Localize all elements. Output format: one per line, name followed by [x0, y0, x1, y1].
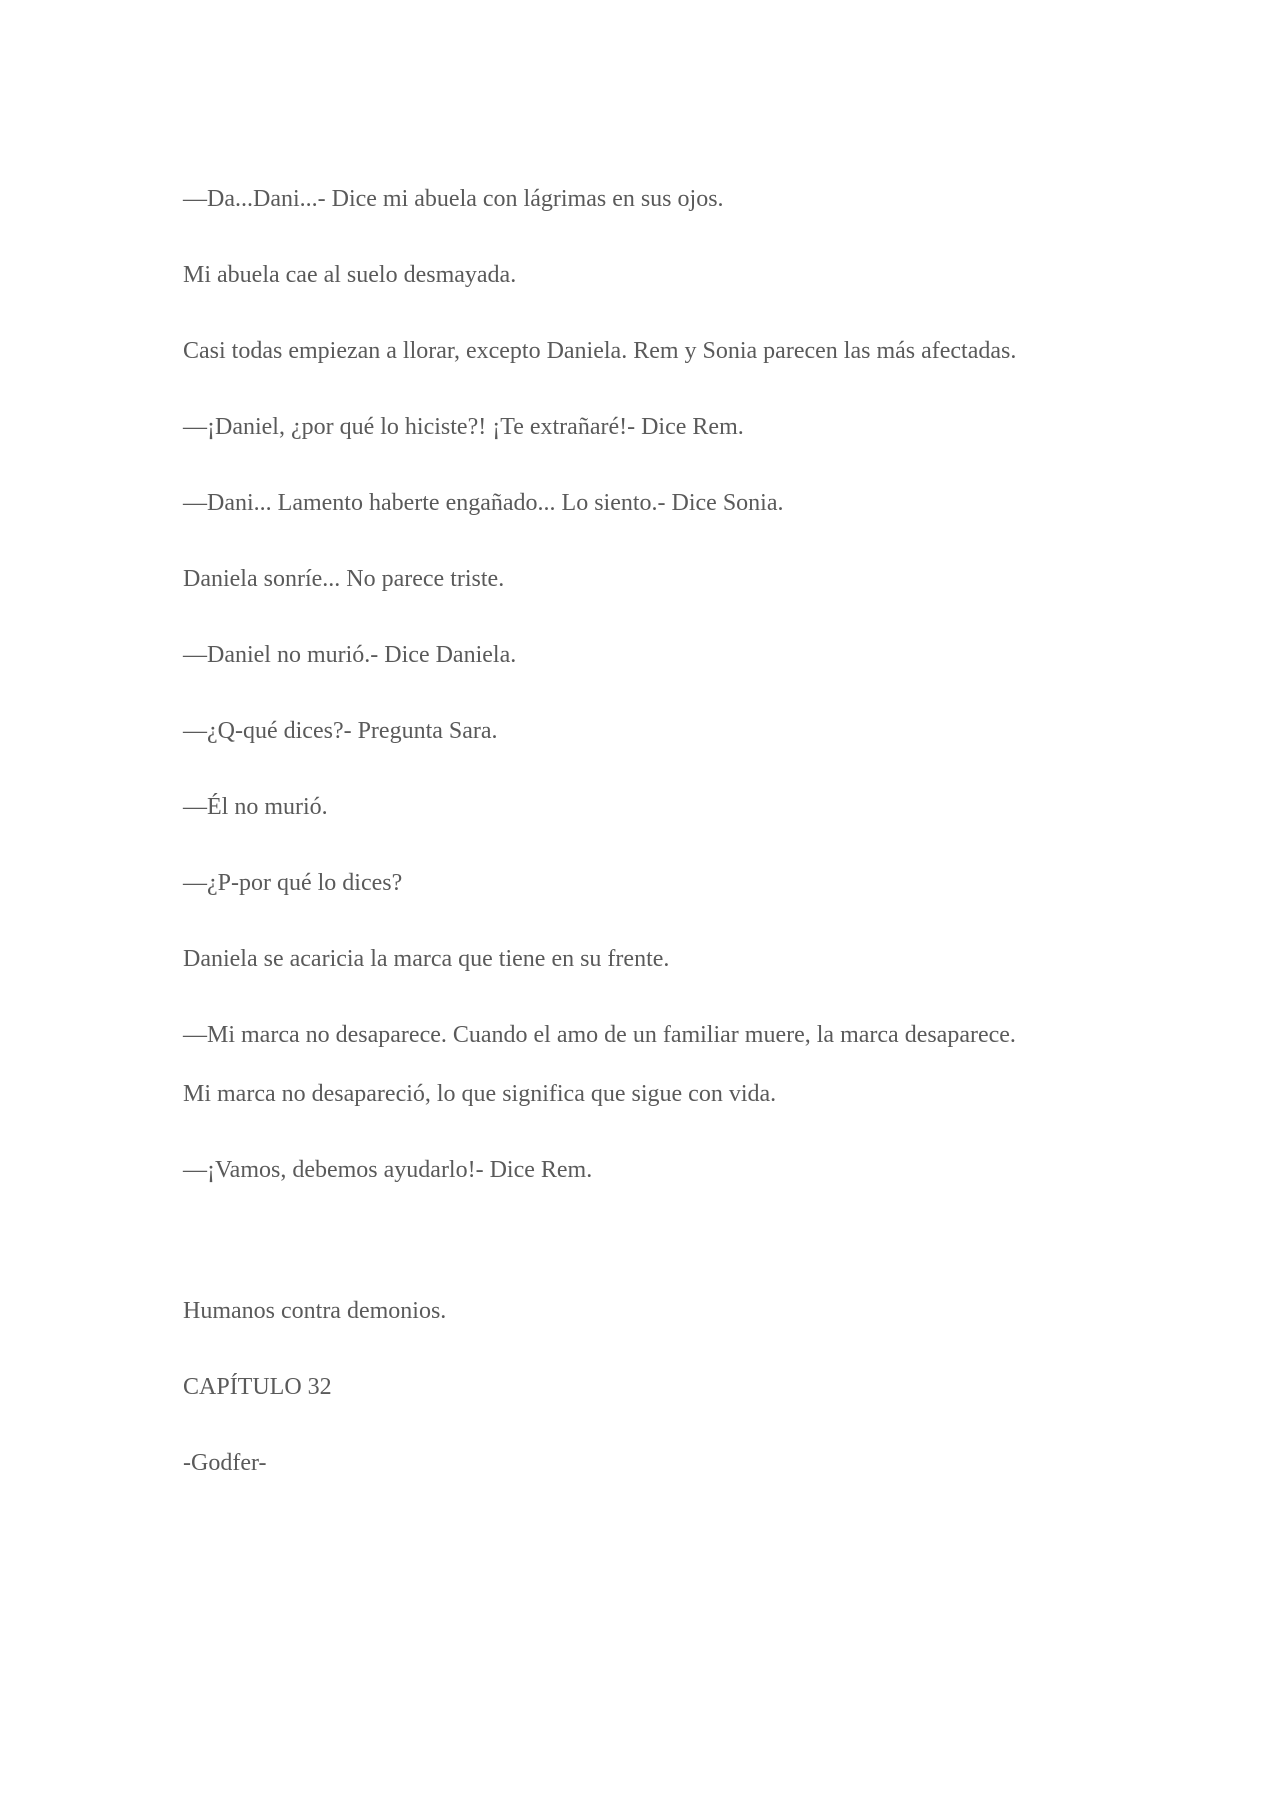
paragraph: Casi todas empiezan a llorar, excepto Daniela. Rem y Sonia parecen las más afectadas. [183, 338, 1017, 364]
paragraph: —Él no murió. [183, 794, 328, 820]
paragraph: Daniela se acaricia la marca que tiene en su frente. [183, 946, 670, 972]
paragraph: —¿Q-qué dices?- Pregunta Sara. [183, 718, 498, 744]
paragraph: Mi marca no desapareció, lo que significa que sigue con vida. [183, 1081, 777, 1107]
paragraph: Mi abuela cae al suelo desmayada. [183, 262, 517, 288]
paragraph: —Da...Dani...- Dice mi abuela con lágrimas en sus ojos. [183, 186, 724, 212]
paragraph: Daniela sonríe... No parece triste. [183, 566, 505, 592]
paragraph: —¡Vamos, debemos ayudarlo!- Dice Rem. [183, 1157, 593, 1183]
paragraph: —Dani... Lamento haberte engañado... Lo siento.- Dice Sonia. [183, 490, 784, 516]
paragraph: —Daniel no murió.- Dice Daniela. [183, 642, 517, 668]
chapter-subheading: -Godfer- [183, 1450, 267, 1476]
chapter-heading: CAPÍTULO 32 [183, 1374, 332, 1400]
paragraph: —¡Daniel, ¿por qué lo hiciste?! ¡Te extrañaré!- Dice Rem. [183, 414, 744, 440]
paragraph: —¿P-por qué lo dices? [183, 870, 403, 896]
section-note: Humanos contra demonios. [183, 1298, 447, 1324]
paragraph: —Mi marca no desaparece. Cuando el amo de un familiar muere, la marca desaparece. [183, 1022, 1016, 1048]
